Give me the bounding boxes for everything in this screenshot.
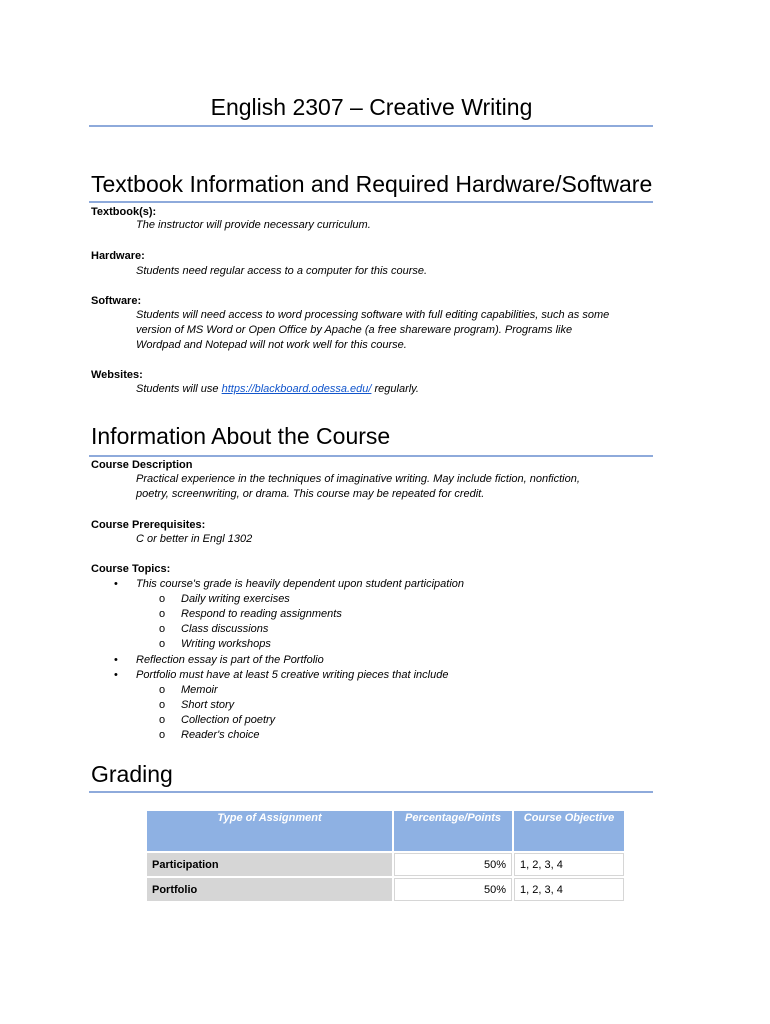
description-text (136, 472, 681, 502)
hardware-label: Hardware: (91, 250, 145, 262)
topic-subitem: Collection of poetry (181, 714, 276, 726)
table-row (147, 878, 624, 901)
topic-item: Portfolio must have at least 5 creative writing pieces that include (136, 669, 449, 681)
textbook-heading: Textbook Information and Required Hardware/Software (91, 171, 653, 197)
bullet-icon: • (114, 578, 118, 590)
sub-bullet-icon: o (159, 714, 166, 726)
sub-bullet-icon: o (159, 638, 166, 650)
assignment-type: Portfolio (147, 878, 392, 901)
column-header: Course Objective (514, 811, 624, 851)
assignment-objective: 1, 2, 3, 4 (514, 853, 624, 876)
prereq-label: Course Prerequisites: (91, 519, 206, 531)
textbook-text: The instructor will provide necessary curriculum. (136, 219, 371, 231)
table-row (147, 853, 624, 876)
topic-subitem: Memoir (181, 684, 218, 696)
software-line: Wordpad and Notepad will not work well for this course. (136, 339, 407, 351)
assignment-type: Participation (147, 853, 392, 876)
textbook-label: Textbook(s): (91, 206, 157, 218)
sub-bullet-icon: o (159, 623, 166, 635)
topic-subitem: Short story (181, 699, 235, 711)
topic-subitem: Class discussions (181, 623, 269, 635)
websites-prefix: Students will use (136, 383, 222, 395)
column-header: Type of Assignment (147, 811, 392, 851)
description-label: Course Description (91, 459, 193, 471)
title-divider (89, 125, 653, 127)
grading-table (145, 809, 626, 903)
table-header-row (147, 811, 624, 851)
description-line: poetry, screenwriting, or drama. This course may be repeated for credit. (136, 488, 485, 500)
hardware-text: Students need regular access to a computer for this course. (136, 265, 428, 277)
grading-heading: Grading (91, 761, 173, 787)
sub-bullet-icon: o (159, 729, 166, 741)
websites-suffix: regularly. (371, 383, 419, 395)
topic-item: This course's grade is heavily dependent upon student participation (136, 578, 465, 590)
column-header: Percentage/Points (394, 811, 512, 851)
software-label: Software: (91, 295, 142, 307)
prereq-text: C or better in Engl 1302 (136, 533, 253, 545)
software-line: version of MS Word or Open Office by Apache (a free shareware program). Programs like (136, 324, 573, 336)
assignment-objective: 1, 2, 3, 4 (514, 878, 624, 901)
websites-text (136, 382, 681, 397)
websites-label: Websites: (91, 369, 143, 381)
assignment-percent: 50% (394, 853, 512, 876)
sub-bullet-icon: o (159, 699, 166, 711)
document-title: English 2307 – Creative Writing (210, 94, 533, 120)
topic-item: Reflection essay is part of the Portfolio (136, 654, 324, 666)
course-divider (89, 455, 653, 457)
sub-bullet-icon: o (159, 684, 166, 696)
topic-subitem: Reader's choice (181, 729, 260, 741)
course-heading: Information About the Course (91, 423, 391, 449)
software-text (136, 308, 681, 353)
topic-subitem: Daily writing exercises (181, 593, 290, 605)
sub-bullet-icon: o (159, 608, 166, 620)
topics-label: Course Topics: (91, 563, 171, 575)
topic-subitem: Respond to reading assignments (181, 608, 342, 620)
bullet-icon: • (114, 654, 118, 666)
textbook-divider (89, 201, 653, 203)
software-line: Students will need access to word processing software with full editing capabilities, such as some (136, 309, 610, 321)
grading-divider (89, 791, 653, 793)
bullet-icon: • (114, 669, 118, 681)
topic-subitem: Writing workshops (181, 638, 271, 650)
blackboard-link[interactable]: https://blackboard.odessa.edu/ (221, 383, 372, 395)
assignment-percent: 50% (394, 878, 512, 901)
description-line: Practical experience in the techniques of imaginative writing. May include fiction, nonfiction, (136, 473, 580, 485)
sub-bullet-icon: o (159, 593, 166, 605)
